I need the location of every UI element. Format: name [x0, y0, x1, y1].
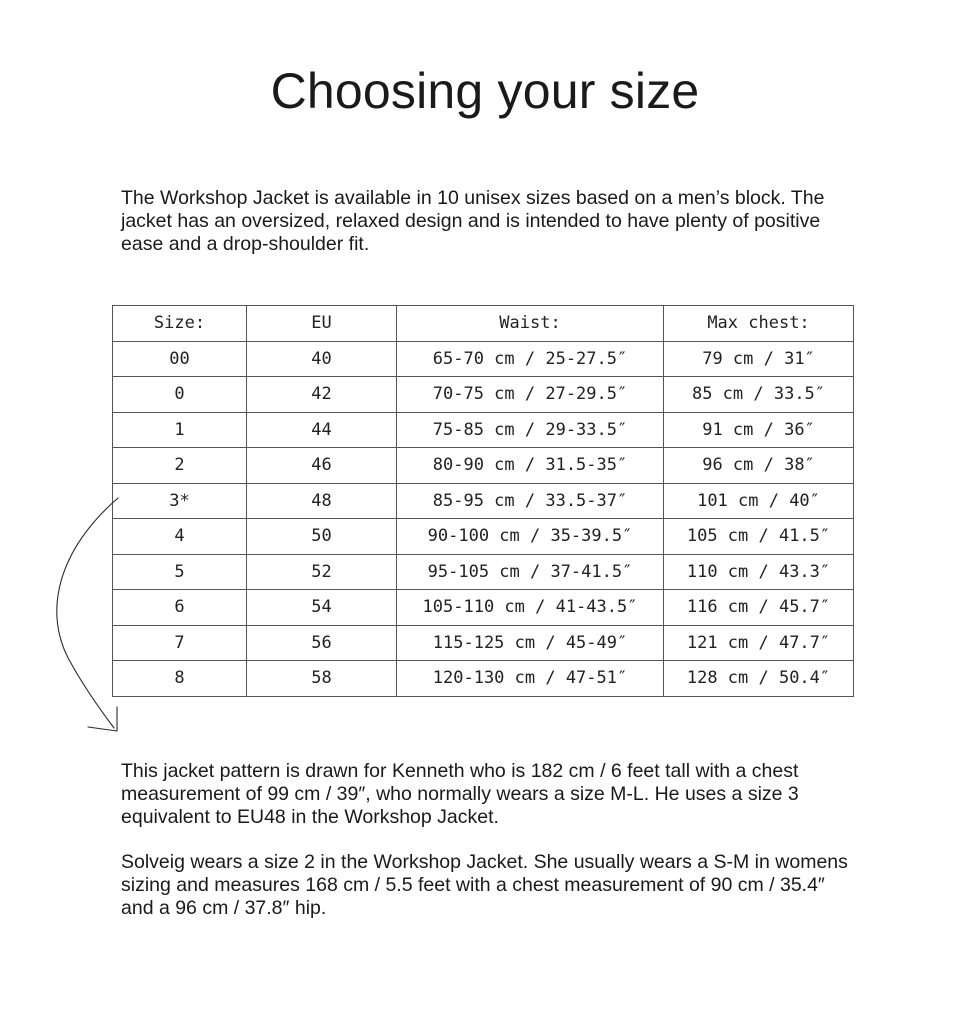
page-title: Choosing your size	[270, 63, 700, 119]
cell-waist: 115-125 cm / 45-49″	[397, 625, 664, 661]
cell-size: 4	[113, 519, 247, 555]
cell-waist: 80-90 cm / 31.5-35″	[397, 448, 664, 484]
cell-size: 6	[113, 590, 247, 626]
cell-waist: 65-70 cm / 25-27.5″	[397, 341, 664, 377]
cell-size: 3*	[113, 483, 247, 519]
model-solveig-paragraph: Solveig wears a size 2 in the Workshop Jacket. She usually wears a S-M in womens sizing and measures 168 cm / 5.5 feet with a chest measurement of 90 cm / 35.4″ and a 96 cm / 37.8″ hip.	[121, 851, 848, 919]
cell-waist: 90-100 cm / 35-39.5″	[397, 519, 664, 555]
cell-waist: 105-110 cm / 41-43.5″	[397, 590, 664, 626]
cell-size: 1	[113, 412, 247, 448]
cell-eu: 50	[247, 519, 397, 555]
cell-waist: 85-95 cm / 33.5-37″	[397, 483, 664, 519]
cell-max-chest: 91 cm / 36″	[664, 412, 854, 448]
header-size: Size:	[113, 306, 247, 342]
cell-max-chest: 128 cm / 50.4″	[664, 661, 854, 697]
intro-paragraph: The Workshop Jacket is available in 10 unisex sizes based on a men’s block. The jacket has an oversized, relaxed design and is intended to have plenty of positive ease and a drop-shoulder fit.	[121, 187, 825, 255]
header-eu: EU	[247, 306, 397, 342]
cell-eu: 48	[247, 483, 397, 519]
cell-eu: 46	[247, 448, 397, 484]
cell-waist: 75-85 cm / 29-33.5″	[397, 412, 664, 448]
cell-size: 0	[113, 377, 247, 413]
cell-size: 00	[113, 341, 247, 377]
cell-eu: 54	[247, 590, 397, 626]
cell-eu: 56	[247, 625, 397, 661]
cell-max-chest: 85 cm / 33.5″	[664, 377, 854, 413]
cell-eu: 44	[247, 412, 397, 448]
model-kenneth-paragraph: This jacket pattern is drawn for Kenneth who is 182 cm / 6 feet tall with a chest measurement of 99 cm / 39″, who normally wears a size M-L. He uses a size 3 equivalent to EU48 in the Workshop Jacket.	[121, 760, 799, 828]
cell-size: 2	[113, 448, 247, 484]
cell-waist: 95-105 cm / 37-41.5″	[397, 554, 664, 590]
cell-size: 8	[113, 661, 247, 697]
cell-eu: 40	[247, 341, 397, 377]
cell-max-chest: 101 cm / 40″	[664, 483, 854, 519]
header-waist: Waist:	[397, 306, 664, 342]
cell-size: 7	[113, 625, 247, 661]
cell-max-chest: 105 cm / 41.5″	[664, 519, 854, 555]
cell-waist: 120-130 cm / 47-51″	[397, 661, 664, 697]
cell-max-chest: 79 cm / 31″	[664, 341, 854, 377]
cell-waist: 70-75 cm / 27-29.5″	[397, 377, 664, 413]
cell-size: 5	[113, 554, 247, 590]
cell-eu: 42	[247, 377, 397, 413]
cell-eu: 58	[247, 661, 397, 697]
cell-eu: 52	[247, 554, 397, 590]
cell-max-chest: 121 cm / 47.7″	[664, 625, 854, 661]
cell-max-chest: 116 cm / 45.7″	[664, 590, 854, 626]
cell-max-chest: 96 cm / 38″	[664, 448, 854, 484]
header-max-chest: Max chest:	[664, 306, 854, 342]
cell-max-chest: 110 cm / 43.3″	[664, 554, 854, 590]
